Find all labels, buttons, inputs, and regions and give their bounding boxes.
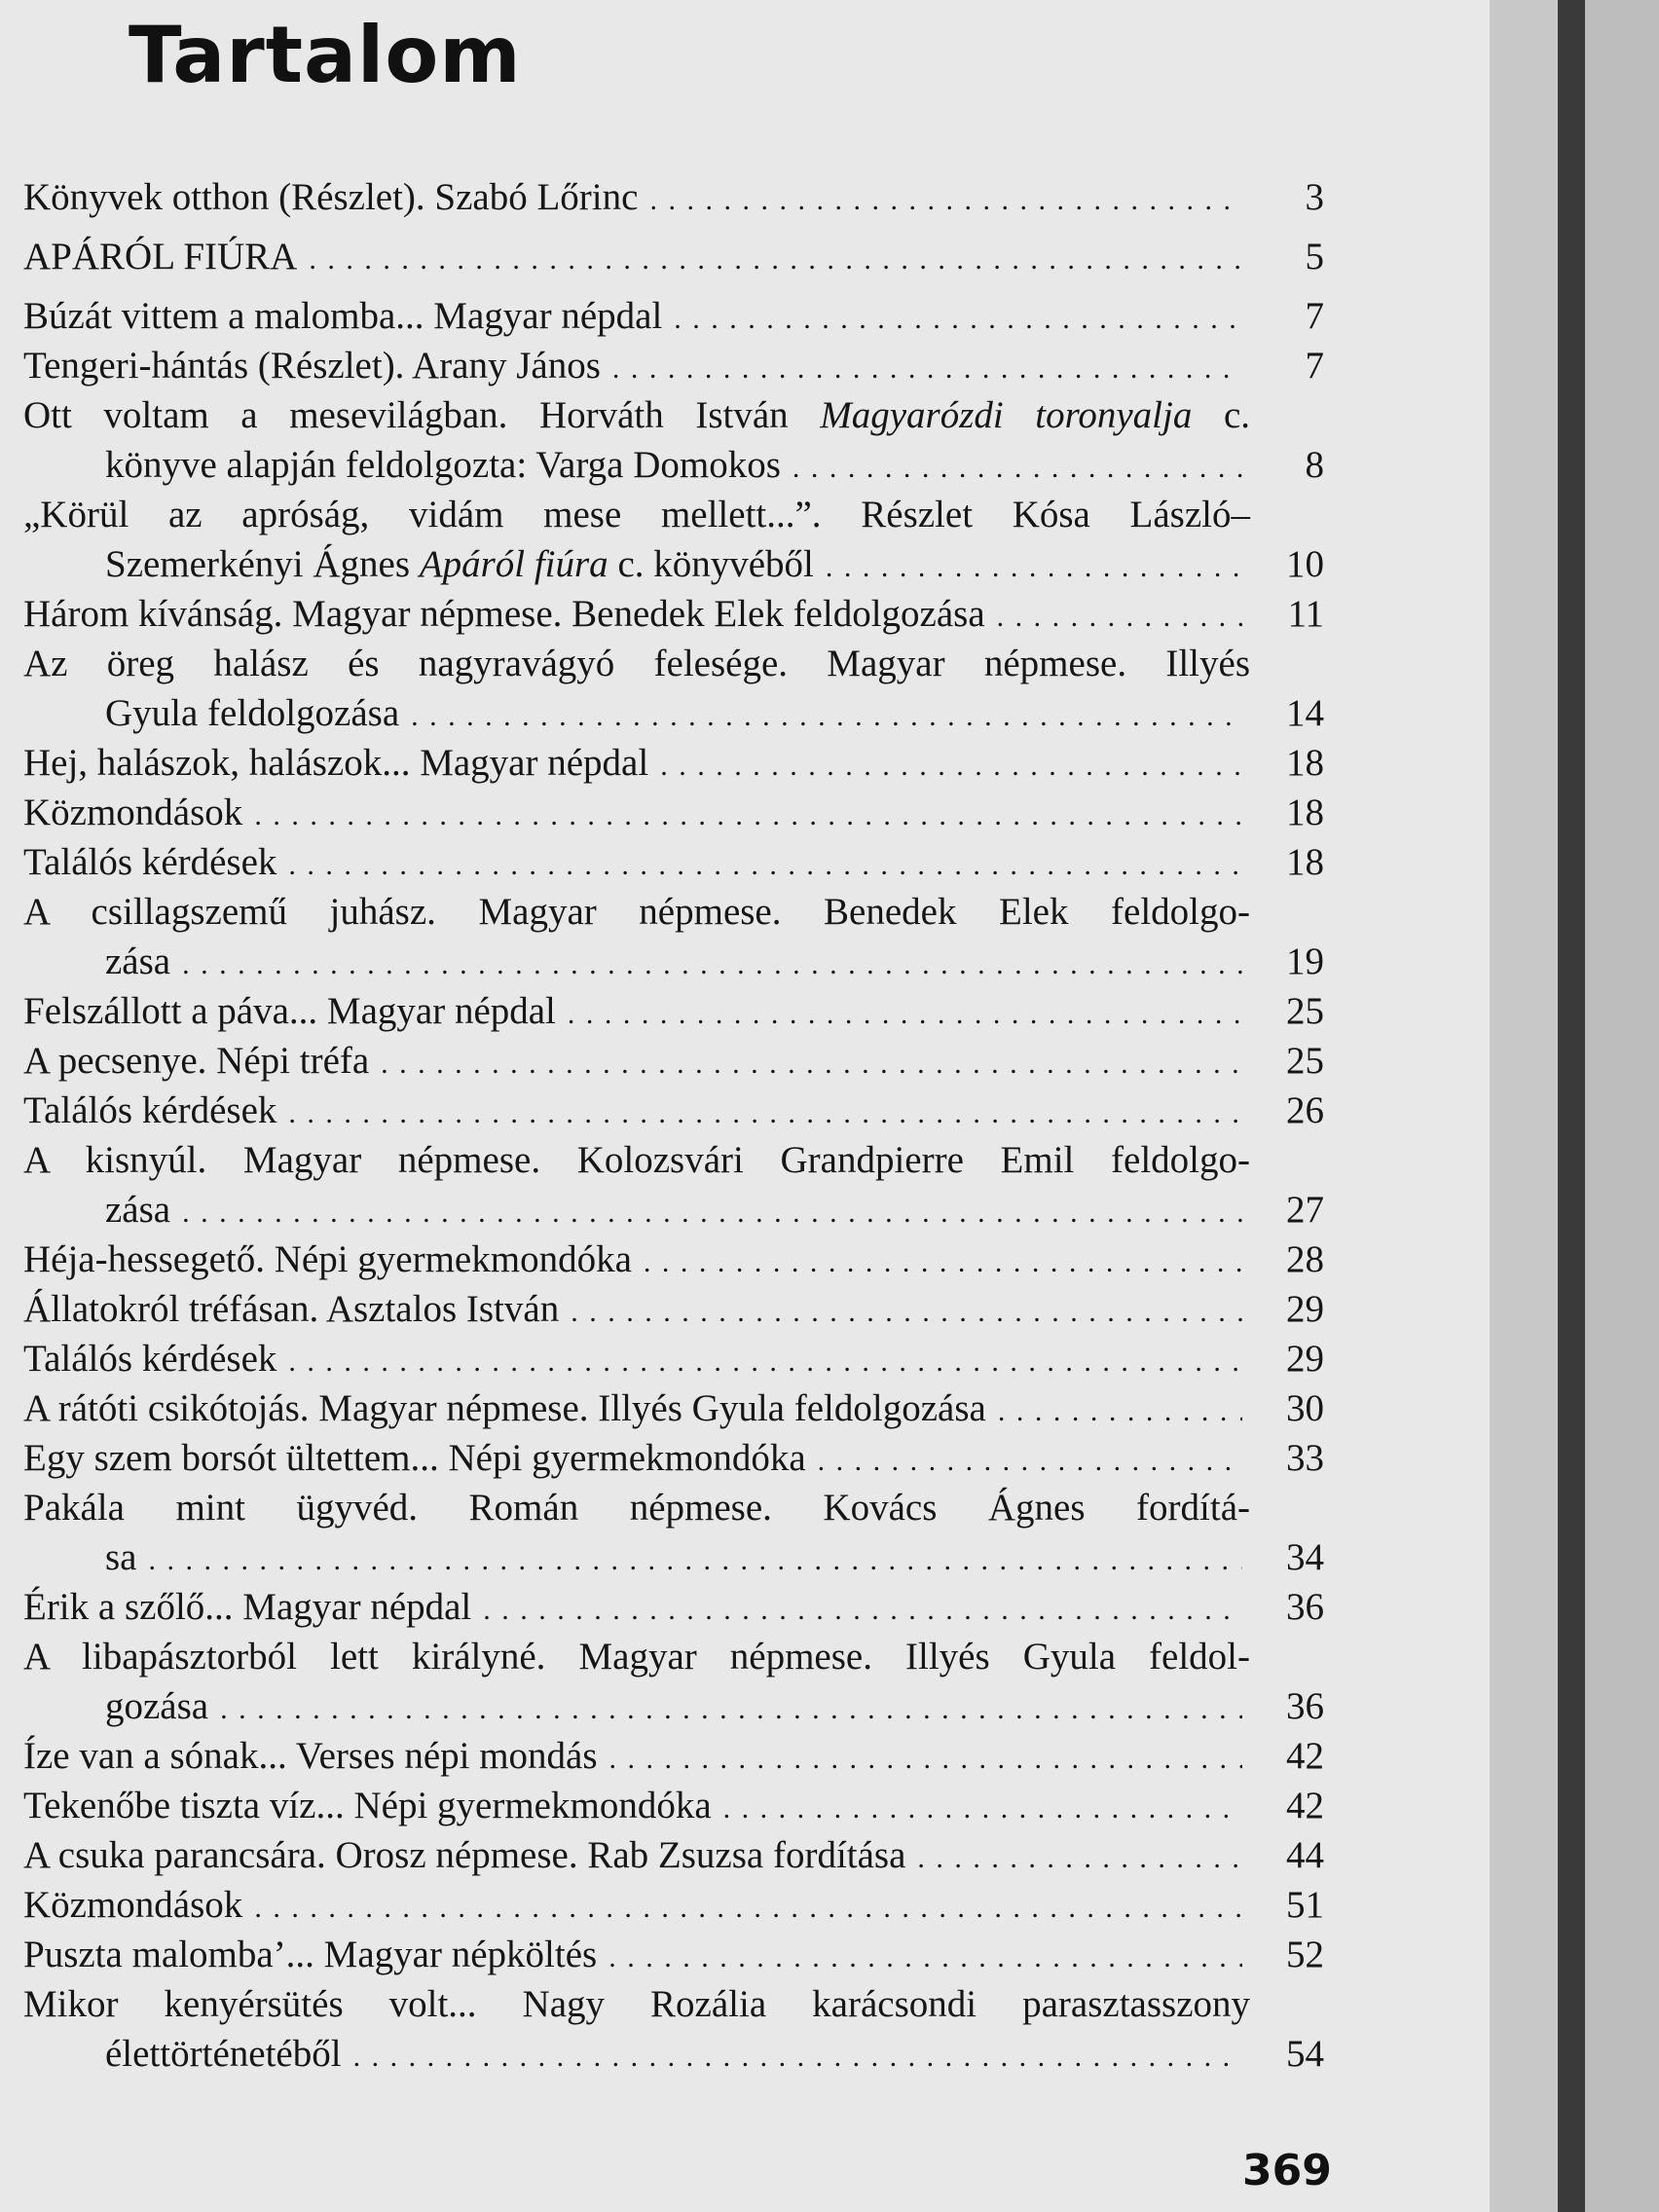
toc-entry: „Körül az apróság, vidám mese mellett...”. Részlet Kósa László– — [23, 494, 1250, 535]
toc-entry: Héja-hessegető. Népi gyermekmondóka . . . 28 — [23, 1235, 1324, 1284]
toc-entry: A csuka parancsára. Orosz népmese. Rab Zsuzsa fordítása . . . 44 — [23, 1830, 1324, 1880]
toc-entry: Íze van a sónak... Verses népi mondás . . . 42 — [23, 1731, 1324, 1781]
toc-entry: Könyvek otthon (Részlet). Szabó Lőrinc . . . 3 — [23, 172, 1324, 222]
page-gutter — [1490, 0, 1558, 2212]
toc-entry-continuation: sa . . . 34 — [23, 1532, 1324, 1582]
toc-entry: Találós kérdések . . . 18 — [23, 837, 1324, 887]
toc-entry: Puszta malomba’... Magyar népköltés . . . 52 — [23, 1930, 1324, 1979]
toc-entry: Egy szem borsót ültettem... Népi gyermekmondóka . . . 33 — [23, 1433, 1324, 1483]
toc-entry: A libapásztorból lett királyné. Magyar népmese. Illyés Gyula feldol- — [23, 1636, 1250, 1677]
toc-entry: Találós kérdések . . . 26 — [23, 1086, 1324, 1135]
table-of-contents — [23, 172, 1324, 2079]
toc-entry: Közmondások . . . 18 — [23, 788, 1324, 837]
page-number: 369 — [1242, 2146, 1332, 2195]
toc-entry: A pecsenye. Népi tréfa . . . 25 — [23, 1036, 1324, 1086]
toc-entry-continuation: Szemerkényi Ágnes Apáról fiúra c. könyvéből . . . 10 — [23, 539, 1324, 589]
toc-entry: Állatokról tréfásan. Asztalos István . . . 29 — [23, 1284, 1324, 1334]
toc-entry-continuation: Gyula feldolgozása . . . 14 — [23, 688, 1324, 738]
toc-entry: Pakála mint ügyvéd. Román népmese. Kovács Ágnes fordítá- — [23, 1487, 1250, 1529]
toc-entry: A csillagszemű juhász. Magyar népmese. Benedek Elek feldolgo- — [23, 891, 1250, 933]
toc-entry-continuation: gozása . . . 36 — [23, 1681, 1324, 1731]
toc-entry: Tengeri-hántás (Részlet). Arany János . . . 7 — [23, 341, 1324, 390]
adjacent-page-edge — [1585, 0, 1659, 2212]
toc-entry-continuation: zása . . . 27 — [23, 1185, 1324, 1235]
toc-entry: Tekenőbe tiszta víz... Népi gyermekmondóka . . . 42 — [23, 1781, 1324, 1830]
toc-entry: Mikor kenyérsütés volt... Nagy Rozália karácsondi parasztasszony — [23, 1983, 1250, 2025]
toc-entry: Közmondások . . . 51 — [23, 1880, 1324, 1930]
toc-entry-continuation: könyve alapján feldolgozta: Varga Domokos . . . 8 — [23, 440, 1324, 490]
page-title: Tartalom — [129, 10, 522, 100]
toc-entry: Felszállott a páva... Magyar népdal . . . 25 — [23, 986, 1324, 1036]
toc-entry: Búzát vittem a malomba... Magyar népdal . . . 7 — [23, 291, 1324, 341]
toc-entry: A rátóti csikótojás. Magyar népmese. Illyés Gyula feldolgozása . . . 30 — [23, 1383, 1324, 1433]
toc-entry: Találós kérdések . . . 29 — [23, 1334, 1324, 1383]
toc-entry: A kisnyúl. Magyar népmese. Kolozsvári Grandpierre Emil feldolgo- — [23, 1139, 1250, 1181]
toc-entry: Hej, halászok, halászok... Magyar népdal . . . 18 — [23, 738, 1324, 788]
toc-entry: Érik a szőlő... Magyar népdal . . . 36 — [23, 1582, 1324, 1632]
toc-entry: Három kívánság. Magyar népmese. Benedek Elek feldolgozása . . . 11 — [23, 589, 1324, 639]
toc-entry: Az öreg halász és nagyravágyó felesége. Magyar népmese. Illyés — [23, 643, 1250, 684]
toc-entry: Ott voltam a mesevilágban. Horváth István Magyarózdi toronyalja c. — [23, 394, 1250, 436]
page-edge-bar — [1558, 0, 1585, 2212]
toc-entry-continuation: zása . . . 19 — [23, 937, 1324, 986]
toc-entry: APÁRÓL FIÚRA . . . 5 — [23, 222, 1324, 291]
toc-entry-continuation: élettörténetéből . . . 54 — [23, 2029, 1324, 2079]
